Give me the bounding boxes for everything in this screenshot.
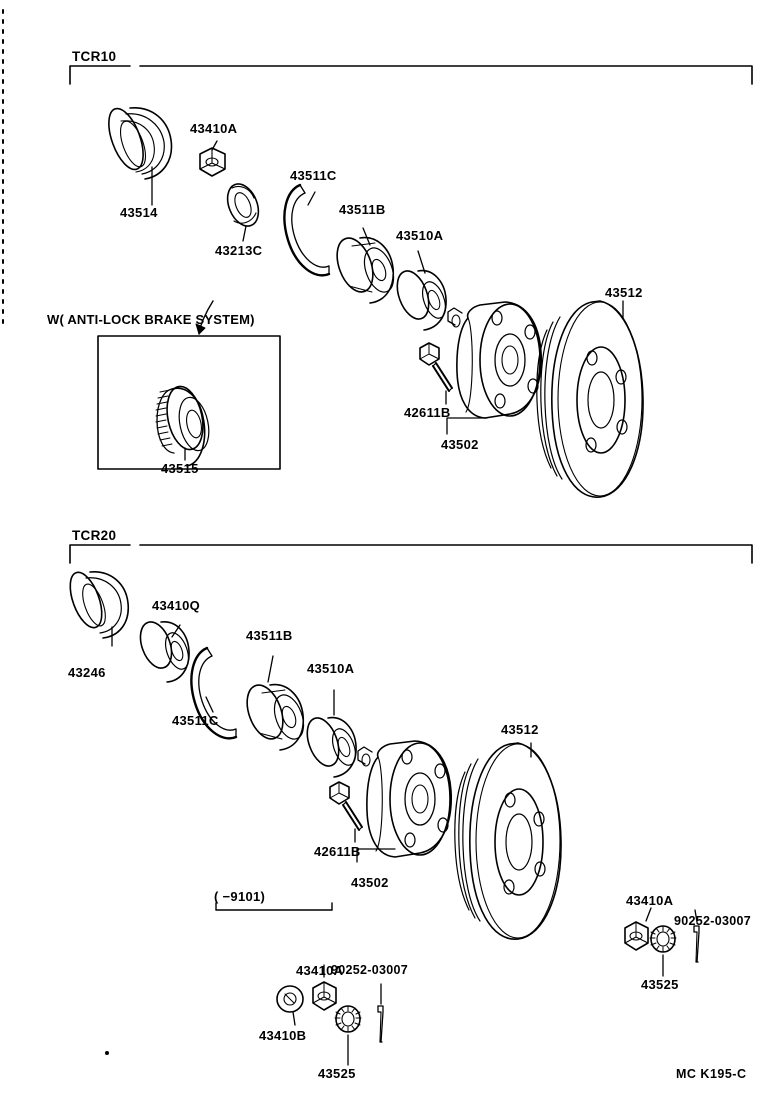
callout-43525-bottom: 43525 [318,1066,356,1081]
callout-43514: 43514 [120,205,158,220]
callout-43512-tcr10: 43512 [605,285,643,300]
callout-43502-tcr10: 43502 [441,437,479,452]
part-43502 [448,302,541,418]
part-43510a-tcr20 [301,714,360,777]
callout-42611b-tcr10: 42611B [404,405,451,420]
callout-90252-03007-bottom: 90252-03007 [331,963,408,977]
callout-90252-03007-right: 90252-03007 [674,914,751,928]
callout-43502-tcr20: 43502 [351,875,389,890]
callout-43512-tcr20: 43512 [501,722,539,737]
date-range-underline [216,903,332,910]
part-43510a-tcr10 [391,267,450,330]
callout-43510a-tcr10: 43510A [396,228,444,243]
abs-note-title: W( ANTI-LOCK BRAKE SYSTEM) [47,312,255,327]
callout-43515: 43515 [161,461,199,476]
callout-43246: 43246 [68,665,106,680]
registration-dot [105,1051,109,1055]
part-43511c-tcr10 [284,185,329,275]
part-43246 [64,568,128,638]
part-42611b-tcr10 [420,343,452,391]
callout-43511b-tcr20: 43511B [246,628,293,643]
part-43512-tcr10 [537,301,643,497]
part-42611b-tcr20 [330,782,362,830]
date-range-note: ( −9101) [214,889,266,904]
callout-43410a-tcr10: 43410A [190,121,238,136]
callout-43410a-bottom: 43410A [296,963,344,978]
part-43213c [222,179,264,230]
section-label-tcr20: TCR20 [72,528,117,543]
callout-43213c: 43213C [215,243,263,258]
part-43511b-tcr10 [330,233,399,303]
callout-43410b: 43410B [259,1028,307,1043]
part-43512-tcr20 [455,743,561,939]
callout-42611b-tcr20: 42611B [314,844,361,859]
part-43514 [102,104,172,179]
part-43511b-tcr20 [240,680,309,750]
callout-43525-right: 43525 [641,977,679,992]
section-label-tcr10: TCR10 [72,49,117,64]
footer-code: MC K195-C [676,1067,747,1081]
callout-43410a-right: 43410A [626,893,674,908]
callout-43511c-tcr20: 43511C [172,713,219,728]
part-group-right [625,922,699,962]
callout-43511c-tcr10: 43511C [290,168,337,183]
part-43502-tcr20 [358,741,451,857]
callout-43410q: 43410Q [152,598,201,613]
part-43410q [135,618,193,682]
section-frame-tcr10 [70,66,752,84]
callout-43511b-tcr10: 43511B [339,202,386,217]
section-frame-tcr20 [70,545,752,563]
part-43410a-tcr10 [200,148,225,176]
callout-43510a-tcr20: 43510A [307,661,355,676]
